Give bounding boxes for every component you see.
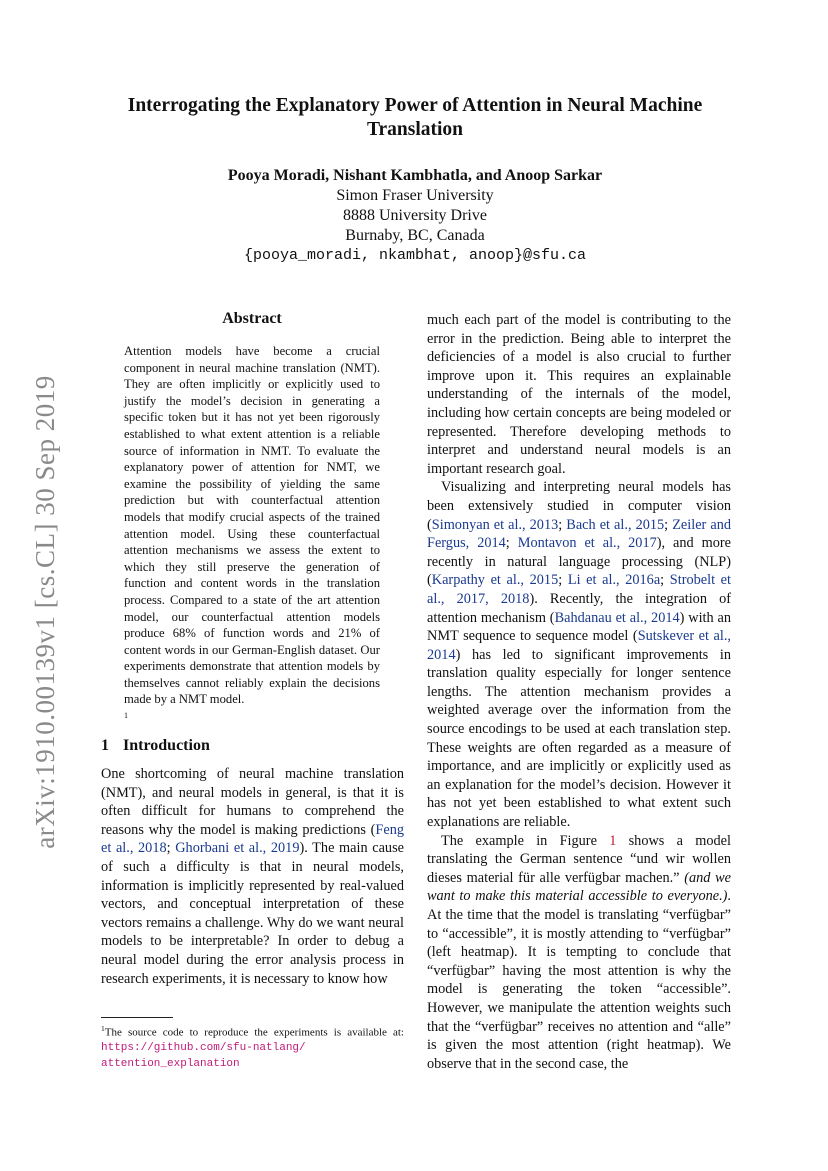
text-run: Visualizing and interpreting neural models has been extensively studied in computer vision (	[427, 479, 731, 533]
footnote-mark: 1	[101, 1024, 105, 1033]
citation-link[interactable]: Bach et al., 2015	[566, 516, 665, 533]
intro-paragraph-1	[101, 765, 404, 988]
footnote-rule	[101, 1017, 173, 1018]
abstract-body	[124, 343, 380, 728]
title-line-1: Interrogating the Explanatory Power of Attention in Neural Machine	[127, 95, 703, 116]
abstract-footnote-mark[interactable]: 1	[124, 711, 128, 721]
affiliation-university: Simon Fraser University	[336, 187, 494, 204]
citation-link[interactable]: Sutskever et al., 2014	[427, 628, 731, 663]
text-run: The example in Figure	[441, 832, 610, 849]
section-title: Introduction	[123, 737, 210, 754]
text-run: ), and more recently in natural language processing (NLP) (	[427, 535, 732, 589]
citation-link[interactable]: Zeiler and Fergus, 2014	[427, 516, 732, 552]
italic-translation: (and we want to make this material accessible to everyone.)	[427, 869, 732, 905]
figure-ref-link[interactable]: 1	[609, 832, 617, 849]
citation-link[interactable]: Strobelt et al., 2017, 2018	[427, 572, 732, 607]
affiliation-city: Burnaby, BC, Canada	[345, 227, 485, 244]
intro-paragraph-1-continued: much each part of the model is contributing to the error in the prediction. Being able to interpret the deficiencies of a model is also crucial to further improve upon it. This requires an explainable understanding of the internals of the model, including how certain concepts are being modeled or represented. Therefore developing methods to interpret and understand neural models is an important research goal.	[427, 312, 731, 477]
footnote-text: The source code to reproduce the experiments is available at:	[104, 1026, 404, 1039]
paper-title	[100, 94, 730, 142]
citation-link[interactable]: Simonyan et al., 2013	[431, 516, 559, 533]
text-run: ;	[558, 572, 568, 589]
author-emails[interactable]: {pooya_moradi, nkambhat, anoop}@sfu.ca	[243, 247, 587, 264]
citation-link[interactable]: Feng et al., 2018	[101, 821, 404, 857]
text-run: ) has led to significant improvements in translation quality especially for longer sentence lengths. The attention mechanism provides a weighted average over the information from the source encodings to be used at each translation step. These weights are often regarded as a measure of importance, and are implicitly or explicitly used as an explanation for the model’s decision. However it has not yet been established to what extent such explanations are reliable.	[427, 646, 731, 831]
text-run: ;	[505, 535, 518, 552]
citation-link[interactable]: Montavon et al., 2017	[517, 535, 657, 552]
left-column-text	[101, 765, 404, 988]
text-run: ;	[660, 572, 670, 589]
intro-paragraph-3	[427, 832, 731, 1074]
intro-paragraph-2	[427, 478, 731, 831]
section-heading-introduction	[101, 737, 210, 755]
footnote-url-line-2[interactable]: attention_explanation	[101, 1057, 240, 1070]
text-run: ;	[558, 516, 567, 533]
citation-link[interactable]: Bahdanau et al., 2014	[554, 609, 680, 626]
text-run: One shortcoming of neural machine translation (NMT), and neural models in general, is that it is often difficult for humans to comprehend the reasons why the model is making predictions (	[101, 766, 404, 838]
text-run: ) with an NMT sequence to sequence model (	[427, 609, 731, 645]
abstract-heading: Abstract	[222, 310, 282, 327]
arxiv-stamp: arXiv:1910.00139v1 [cs.CL] 30 Sep 2019	[30, 375, 60, 849]
text-run: . At the time that the model is translating “verfügbar” to “accessible”, it is mostly attending to “verfügbar” (left heatmap). It is tempting to conclude that “verfügbar” having the most attention is why the model is generating the token “accessible”. However, we manipulate the attention weights such that the “verfügbar” receives no attention and “alle” is given the most attention (right heatmap). We observe that in the second case, the	[427, 888, 731, 1072]
abstract-text: Attention models have become a crucial component in neural machine translation (NMT). They are often implicitly or explicitly used to justify the model’s decision in generating a specific token but it has not yet been rigorously established to what extent attention is a reliable source of information in NMT. To evaluate the explanatory power of attention for NMT, we examine the possibility of yielding the same prediction but with counterfactual attention models that modify crucial aspects of the trained attention model. Using these counterfactual attention mechanisms we assess the extent to which they still preserve the generation of function and content words in the translation process. Compared to a state of the art attention model, our counterfactual attention models produce 68% of function words and 21% of content words in our German-English dataset. Our experiments demonstrate that attention models by themselves cannot reliably explain the decisions made by a NMT model.	[124, 344, 380, 707]
text-run: ;	[664, 516, 673, 533]
text-run: ;	[166, 840, 176, 857]
text-run: shows a model translating the German sentence “und wir wollen dieses material für alle verfügbar machen.”	[427, 832, 731, 886]
citation-link[interactable]: Ghorbani et al., 2019	[175, 840, 300, 857]
footnote-url-line-1[interactable]: https://github.com/sfu-natlang/	[101, 1042, 306, 1055]
right-column-text	[427, 311, 731, 1073]
text-run: ). Recently, the integration of attention mechanism (	[427, 590, 731, 626]
text-run: ). The main cause of such a difficulty is that in neural models, information is implicitly represented by real-valued vectors, and conceptual interpretation of these vectors remains a challenge. Why do we want neural models to be interpretable? In order to debug a neural model during the error analysis process in research experiments, it is necessary to know how	[101, 840, 404, 987]
title-line-2: Translation	[366, 119, 464, 140]
section-number: 1	[101, 737, 109, 754]
affiliation-block	[100, 186, 730, 266]
citation-link[interactable]: Li et al., 2016a	[567, 572, 661, 589]
author-list: Pooya Moradi, Nishant Kambhatla, and Anoop Sarkar	[227, 167, 603, 184]
affiliation-street: 8888 University Drive	[343, 207, 487, 224]
footnote	[101, 1022, 404, 1071]
citation-link[interactable]: Karpathy et al., 2015	[431, 572, 559, 589]
